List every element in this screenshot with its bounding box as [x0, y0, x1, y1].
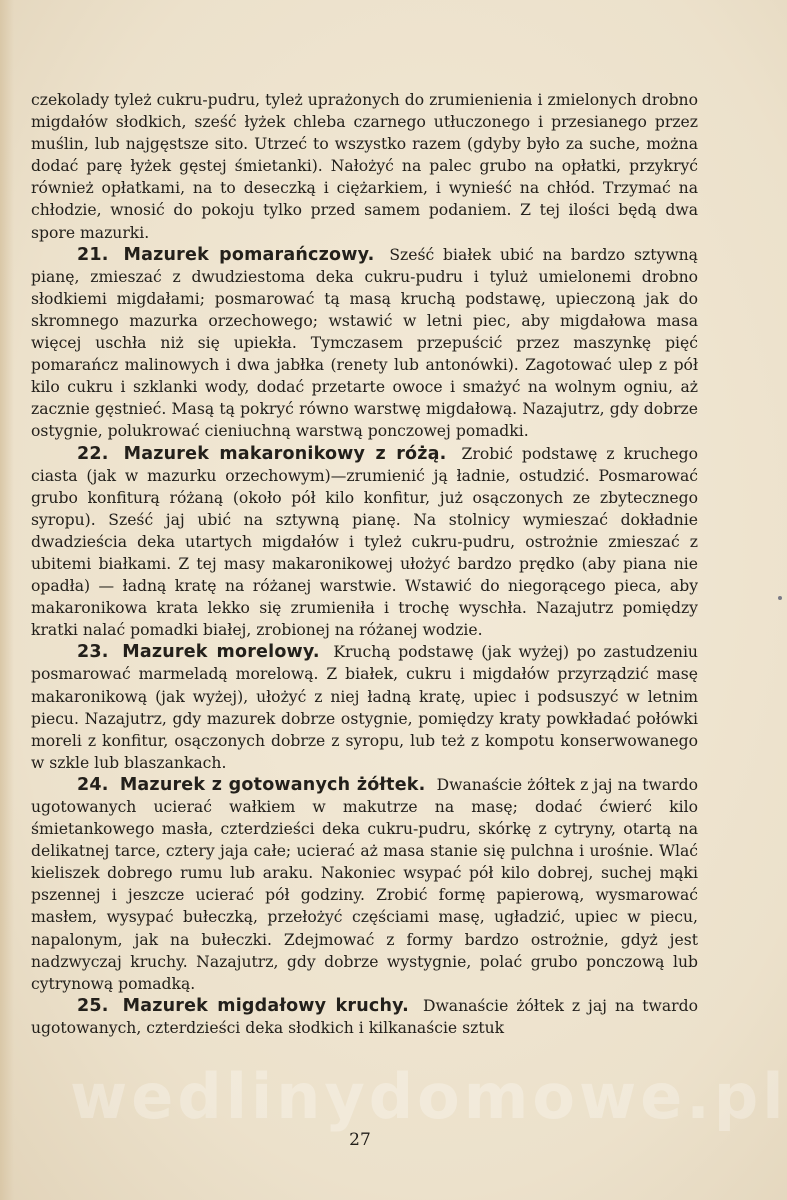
recipe-title: Mazurek morelowy.: [122, 642, 320, 663]
recipe-number: 25.: [77, 995, 109, 1016]
recipe-title: Mazurek pomarańczowy.: [123, 244, 375, 265]
recipe-number: 22.: [77, 443, 109, 464]
recipe-text: Dwanaście żółtek z jaj na twardo ugotowanych ucierać wałkiem w makutrze na masę; dodać ćwierć kilo śmietankowego masła, czterdzieści deka cukru-pudru, skórkę z cytryny, otartą na delikatnej tarce, cztery jaja całe; ucierać aż masa stanie się pulchna i urośnie. Wlać kieliszek dobrego rumu lub araku. Nakoniec wsypać pół kilo dobrej, suchej mąki pszennej i jeszcze ucierać pół godziny. Zrobić formę papierową, wysmarować masłem, wysypać bułeczką, przełożyć częściami masę, ugładzić, upiec w piecu, napalonym, jak na bułeczki. Zdejmować z formy bardzo ostrożnie, gdyż jest nadzwyczaj kruchy. Nazajutrz, gdy dobrze wystygnie, polać grubo ponczową lub cytrynową pomadką.: [31, 775, 698, 993]
recipe-24: [31, 774, 698, 995]
recipe-21: [31, 244, 698, 443]
recipe-number: 21.: [77, 244, 109, 265]
page-edge-shadow: [0, 0, 14, 1200]
recipe-23: [31, 641, 698, 774]
recipe-title: Mazurek z gotowanych żółtek.: [119, 774, 426, 795]
paper-speck: [778, 596, 782, 600]
recipe-text: Zrobić podstawę z kruchego ciasta (jak w mazurku orzechowym)—zrumienić ją ładnie, ostudzić. Posmarować grubo konfiturą różaną (około pół kilo konfitur, już osączonych ze zbytecznego syropu). Sześć jaj ubić na sztywną pianę. Na stolnicy wymieszać dokładnie dwadzieścia deka utartych migdałów i tyleż cukru-pudru, ostrożnie zmieszać z ubitemi białkami. Z tej masy makaronikowej ułożyć bardzo prędko (aby piana nie opadła) — ładną kratę na różanej warstwie. Wstawić do niegorącego pieca, aby makaronikowa krata lekko się zrumieniła i trochę wyschła. Nazajutrz pomiędzy kratki nalać pomadki białej, zrobionej na różanej wodzie.: [31, 444, 698, 640]
page-text: [31, 89, 698, 1039]
recipe-title: Mazurek migdałowy kruchy.: [122, 995, 409, 1016]
page-number: 27: [349, 1130, 371, 1150]
recipe-25: [31, 995, 698, 1039]
recipe-number: 24.: [77, 774, 109, 795]
recipe-text: Kruchą podstawę (jak wyżej) po zastudzeniu posmarować marmeladą morelową. Z białek, cukru i migdałów przyrządzić masę makaronikową (jak wyżej), ułożyć z niej ładną kratę, upiec i podsuszyć w letnim piecu. Nazajutrz, gdy mazurek dobrze ostygnie, pomiędzy kraty powkładać połówki moreli z konfitur, osączonych dobrze z syropu, lub też z kompotu konserwowanego w szkle lub blaszankach.: [31, 643, 698, 772]
recipe-title: Mazurek makaronikowy z różą.: [123, 443, 447, 464]
recipe-text: Sześć białek ubić na bardzo sztywną pianę, zmieszać z dwudziestoma deka cukru-pudru i tyluż umielonemi drobno słodkiemi migdałami; posmarować tą masą kruchą podstawę, upieczoną jak do skromnego mazurka orzechowego; wstawić w letni piec, aby migdałowa masa więcej uschła niż się upiekła. Tymczasem przepuścić przez maszynkę pięć pomarańcz malinowych i dwa jabłka (renety lub antonówki). Zagotować ulep z pół kilo cukru i szklanki wody, dodać przetarte owoce i smażyć na wolnym ogniu, aż zacznie gęstnieć. Masą tą pokryć równo warstwę migdałową. Nazajutrz, gdy dobrze ostygnie, polukrować cieniuchną warstwą ponczowej pomadki.: [31, 245, 698, 441]
intro-paragraph: czekolady tyleż cukru-pudru, tyleż uprażonych do zrumienienia i zmielonych drobno migdałów słodkich, sześć łyżek chleba czarnego utłuczonego i przesianego przez muślin, lub najgęstsze sito. Utrzeć to wszystko razem (gdyby było za suche, można dodać parę łyżek gęstej śmietanki). Nałożyć na palec grubo na opłatki, przykryć również opłatkami, na to deseczką i ciężarkiem, i wynieść na chłód. Trzymać na chłodzie, wnosić do pokoju tylko przed samem podaniem. Z tej ilości będą dwa spore mazurki.: [31, 91, 698, 242]
recipe-text: Dwanaście żółtek z jaj na twardo ugotowanych, czterdzieści deka słodkich i kilkanaście sztuk: [31, 996, 699, 1037]
watermark: wedlinydomowe.pl: [70, 1060, 787, 1133]
recipe-22: [31, 443, 698, 642]
recipe-number: 23.: [77, 642, 109, 663]
